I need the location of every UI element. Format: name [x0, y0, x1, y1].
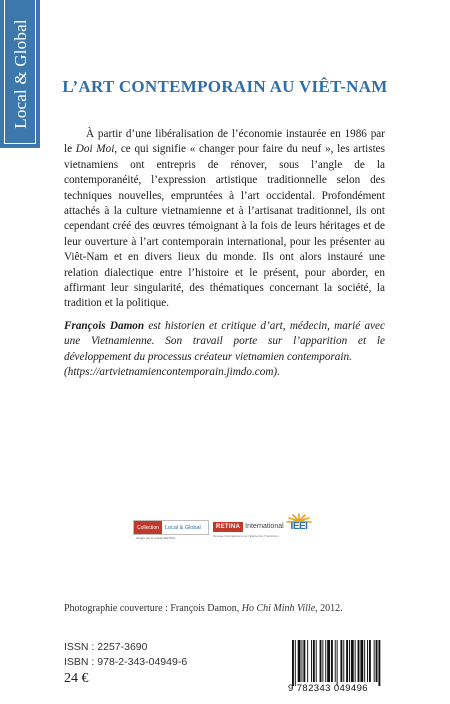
retina-subtitle: Réseau International pour l’Etude des Transitions: [213, 534, 279, 538]
series-tab: [0, 0, 40, 148]
barcode-bar: [367, 640, 368, 682]
barcode-bar: [378, 640, 380, 686]
barcode-bar: [335, 640, 336, 682]
barcode-bar: [316, 640, 317, 682]
barcode-bar: [360, 640, 363, 682]
ieei-logo: [283, 512, 315, 540]
photo-credit-work: Ho Chi Minh Ville: [241, 603, 316, 614]
photo-credit-prefix: Photographie couverture : François Damon,: [64, 603, 242, 614]
isbn: ISBN : 978-2-343-04949-6: [64, 656, 188, 668]
barcode-bar: [325, 640, 326, 682]
barcode-bar: [349, 640, 350, 682]
author-name: François Damon: [64, 320, 145, 332]
ieei-label: IEEI: [290, 521, 308, 532]
collection-label: Collection: [134, 521, 162, 534]
barcode-bar: [358, 640, 360, 682]
barcode-bar: [346, 640, 348, 682]
retina-mark: RETINA: [213, 522, 243, 532]
author-bio: [64, 319, 385, 381]
issn: ISSN : 2257-3690: [64, 641, 148, 653]
blurb-part-1: À partir d’une libéralisation de l’économie instaurée en 1986 par le: [64, 128, 385, 156]
barcode-bar: [322, 640, 323, 682]
photo-credit-suffix: , 2012.: [315, 603, 343, 614]
barcode-number: 9 782343 049496: [288, 683, 368, 694]
barcode-bar: [303, 640, 305, 682]
barcode-bar: [292, 640, 294, 686]
blurb-part-2: , ce qui signifie « changer pour faire du neuf », les artistes vietnamiens ont entrepris de rénover, sous l’angle de la contemporanéité, l’expression artistique traditionnelle selon des techniques nouvelles, empruntées à l’art occidental. Profondément attachés à la culture vietnamienne et à l’artisanat traditionnel, ils ont cependant créé des œuvres témoignant à la fois de leurs héritages et de leur ouverture à l’art contemporain international, pour les présenter au Viêt-Nam et en divers lieux du monde. Ils ont alors instauré une relation dialectique entre l’histoire et le présent, pour aborder, en affirmant leur singularité, des thématiques concernant la société, la tradition et la politique.: [64, 143, 385, 310]
barcode-bar: [374, 640, 375, 682]
collection-logo: [133, 520, 209, 540]
barcode-bar: [369, 640, 371, 682]
barcode-bar: [302, 640, 303, 682]
barcode-bar: [307, 640, 308, 682]
photo-credit: [64, 603, 343, 614]
blurb-doi-moi: Doi Moi: [75, 143, 115, 156]
barcode-bar: [364, 640, 365, 682]
retina-suffix: International: [245, 523, 284, 530]
barcode-bar: [313, 640, 315, 682]
barcode-bar: [340, 640, 342, 682]
back-cover-blurb: [64, 127, 385, 312]
retina-logo: [213, 520, 284, 538]
barcode-bar: [320, 640, 322, 682]
author-bio-text: est historien et critique d’art, médecin, marié avec une Vietnamienne. Son travail porte sur l’apparition et le développement du processus créateur vietnamien contemporain.: [64, 320, 385, 363]
barcode-bar: [337, 640, 338, 686]
series-name: Local & Global: [11, 19, 30, 129]
barcode-bar: [376, 640, 378, 682]
barcode-bar: [311, 640, 312, 682]
collection-series-name: Local & Global: [164, 524, 201, 531]
publisher-logos: [133, 512, 333, 552]
barcode-bar: [295, 640, 296, 686]
barcode-bar: [331, 640, 333, 682]
price: 24 €: [64, 671, 89, 686]
barcode-bar: [351, 640, 354, 682]
barcode-bar: [298, 640, 301, 682]
barcode-bar: [327, 640, 330, 682]
barcode-bar: [343, 640, 344, 682]
barcode-bar: [355, 640, 356, 682]
author-url: (https://artvietnamiencontemporain.jimdo.com).: [64, 366, 280, 379]
book-title: L’ART CONTEMPORAIN AU VIÊT-NAM: [62, 77, 388, 96]
collection-subtitle: dirigée par le réseau RETINA: [136, 536, 176, 540]
